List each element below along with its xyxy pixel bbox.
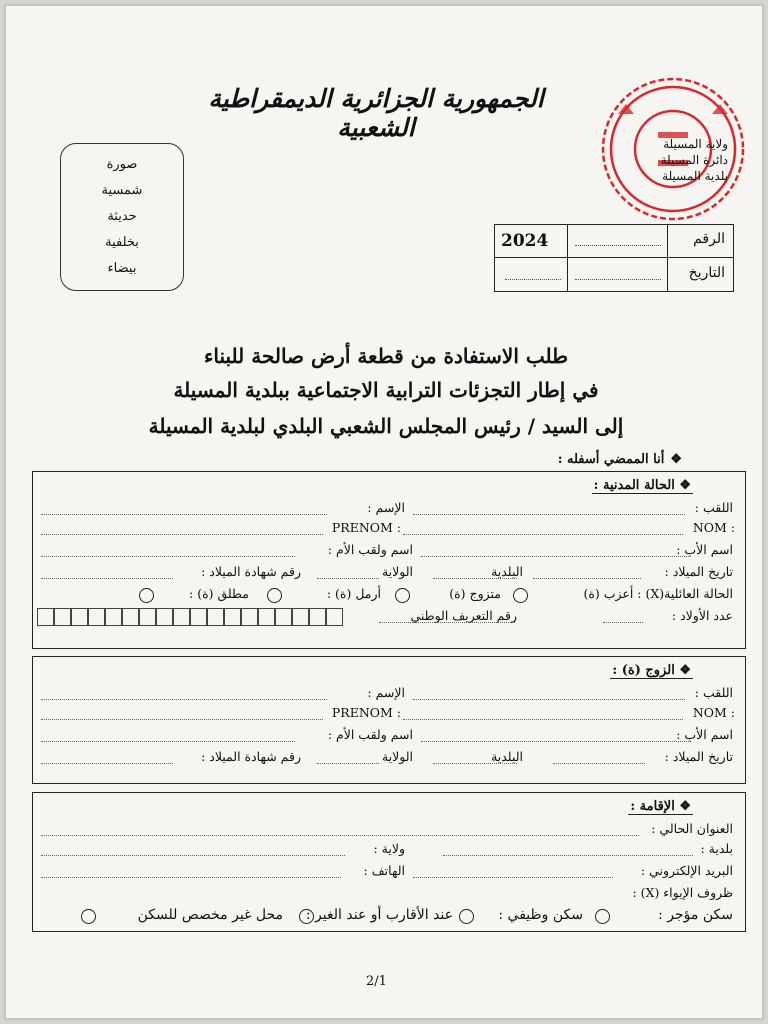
reference-date-field-b[interactable] [575,279,661,280]
page-number: 2/1 [366,974,387,989]
married-label: متزوج (ة) [449,586,501,601]
service-label: سكن وظيفي : [498,907,583,923]
spouse-municipality-label: البلدية [491,749,523,764]
residence-municipality-field[interactable] [443,855,693,856]
stamp-line-baladia: بلدية المسيلة [662,169,728,183]
father-label: اسم الأب : [676,542,733,557]
non-residential-label: محل غير مخصص للسكن [137,907,283,923]
email-label: البريد الإلكتروني : [640,863,733,878]
spouse-name-field[interactable] [41,699,327,700]
rented-radio[interactable] [595,909,610,924]
rented-label: سكن مؤجر : [658,907,733,923]
diamond-bullet-icon: ❖ [674,478,691,493]
spouse-name-label: الإسم : [367,685,405,700]
spouse-surname-field[interactable] [413,699,685,700]
spouse-mother-label: اسم ولقب الأم : [327,727,413,742]
spouse-title: ❖ الزوج (ة) : [612,663,691,678]
mother-field[interactable] [41,556,295,557]
form-page [6,6,762,1018]
national-id-dots [379,622,515,623]
spouse-birth-cert-field[interactable] [41,763,173,764]
father-field[interactable] [421,556,691,557]
phone-field[interactable] [41,877,341,878]
nom-field[interactable] [403,534,683,535]
birth-municipality-label: البلدية [491,564,523,579]
widowed-label: أرمل (ة) : [326,586,381,601]
residence-wilaya-label: ولاية : [373,841,405,856]
birth-cert-field[interactable] [41,578,173,579]
reference-table [494,224,734,292]
spouse-municipality-field[interactable] [433,763,517,764]
spouse-prenom-label: PRENOM : [331,705,401,720]
residence-section [32,792,746,932]
spouse-father-field[interactable] [421,741,691,742]
photo-line: حديثة [107,209,137,224]
birth-municipality-field[interactable] [433,578,517,579]
widowed-radio[interactable] [267,588,282,603]
undersigned-label: ❖أنا الممضي أسفله : [557,452,682,467]
married-radio[interactable] [395,588,410,603]
divorced-radio[interactable] [139,588,154,603]
diamond-bullet-icon: ❖ [674,663,691,678]
birth-wilaya-label: الولاية [381,564,413,579]
form-subtitle: في إطار التجزئات الترابية الاجتماعية ببلدية المسيلة [173,378,599,402]
reference-date-field-a[interactable] [505,279,561,280]
children-label: عدد الأولاد : [671,608,733,623]
form-title: طلب الاستفادة من قطعة أرض صالحة للبناء [203,344,569,368]
divorced-label: مطلق (ة) : [189,586,249,601]
residence-wilaya-field[interactable] [41,855,345,856]
nom-label: NOM : [692,520,735,535]
address-field[interactable] [41,835,639,836]
photo-line: شمسية [101,183,143,198]
stamp-text [588,136,728,184]
email-field[interactable] [413,877,613,878]
single-radio[interactable] [513,588,528,603]
spouse-birth-date-label: تاريخ الميلاد : [664,749,733,764]
birth-date-field[interactable] [533,578,641,579]
diamond-bullet-icon: ❖ [674,799,691,814]
family-status-label: الحالة العائلية(X) : أعزب (ة) [583,586,733,601]
spouse-wilaya-field[interactable] [317,763,379,764]
reference-number-field[interactable] [575,245,661,246]
stamp-line-wilaya: ولاية المسيلة [663,137,728,151]
relatives-label: عند الأقارب أو عند الغير : [305,907,453,923]
spouse-mother-field[interactable] [41,741,295,742]
reference-date-label: التاريخ [688,265,725,281]
spouse-birth-date-field[interactable] [553,763,645,764]
service-radio[interactable] [459,909,474,924]
photo-line: بخلفية [105,235,139,250]
civil-status-title: ❖ الحالة المدنية : [593,478,691,493]
mother-label: اسم ولقب الأم : [327,542,413,557]
spouse-wilaya-label: الولاية [381,749,413,764]
spouse-birth-cert-label: رقم شهادة الميلاد : [201,749,301,764]
phone-label: الهاتف : [363,863,405,878]
prenom-field[interactable] [41,534,323,535]
reference-number-label: الرقم [693,231,725,247]
prenom-label: PRENOM : [331,520,401,535]
form-addressee: إلى السيد / رئيس المجلس الشعبي البلدي لبلدية المسيلة [148,414,624,438]
photo-line: بيضاء [107,261,137,276]
name-field[interactable] [41,514,327,515]
reference-year: 2024 [501,231,549,251]
housing-conditions-label: ظروف الإيواء (X) : [632,885,733,900]
children-field[interactable] [603,622,643,623]
spouse-section [32,656,746,784]
residence-title: ❖ الإقامة : [630,799,691,814]
relatives-radio[interactable] [299,909,314,924]
non-residential-radio[interactable] [81,909,96,924]
birth-date-label: تاريخ الميلاد : [664,564,733,579]
birth-cert-label: رقم شهادة الميلاد : [201,564,301,579]
spouse-prenom-field[interactable] [41,719,323,720]
surname-label: اللقب : [694,500,733,515]
national-id-label: رقم التعريف الوطني [410,608,517,623]
photo-box [60,143,184,291]
address-label: العنوان الحالي : [651,821,733,836]
diamond-bullet-icon: ❖ [670,452,682,467]
birth-wilaya-field[interactable] [317,578,379,579]
residence-municipality-label: بلدية : [700,841,733,856]
photo-line: صورة [106,157,138,172]
stamp-line-daira: دائرة المسيلة [660,153,728,167]
spouse-nom-field[interactable] [403,719,683,720]
spouse-father-label: اسم الأب : [676,727,733,742]
spouse-nom-label: NOM : [692,705,735,720]
spouse-surname-label: اللقب : [694,685,733,700]
name-label: الإسم : [367,500,405,515]
civil-status-section [32,471,746,649]
republic-heading: الجمهورية الجزائرية الديمقراطية الشعبية [208,84,544,142]
surname-field[interactable] [413,514,685,515]
